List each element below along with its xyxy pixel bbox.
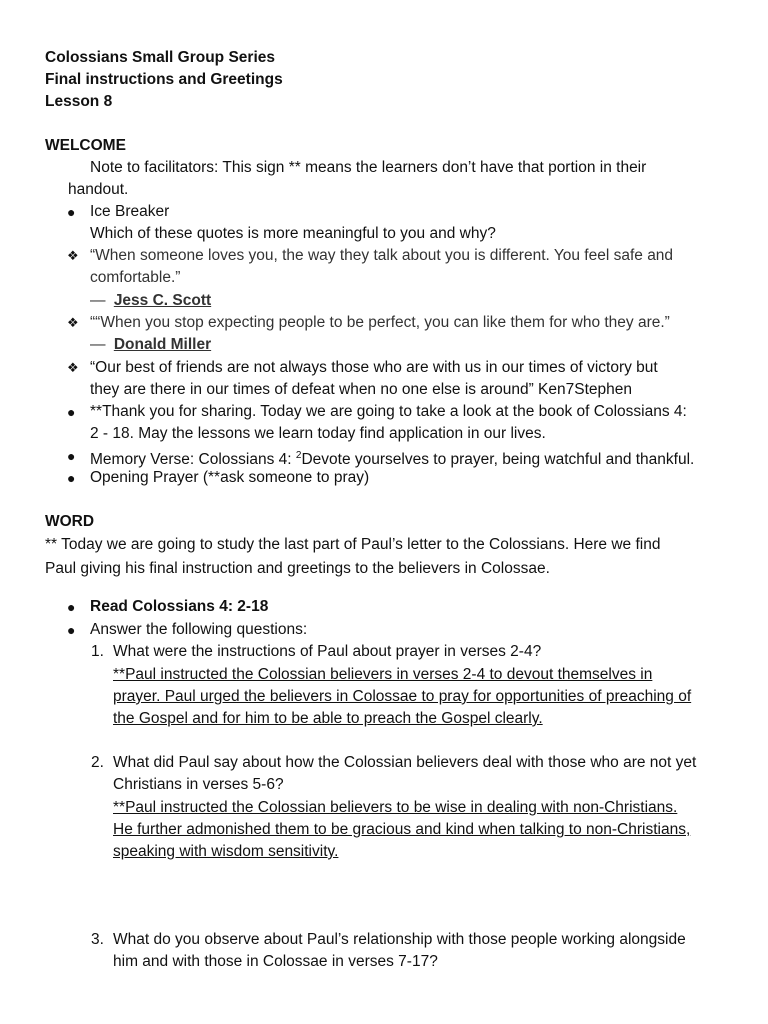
answer-2: **Paul instructed the Colossian believers to be wise in dealing with non-Christians. <box>113 799 678 816</box>
quote-1-author: Jess C. Scott <box>113 292 212 309</box>
series-title: Colossians Small Group Series <box>45 49 275 66</box>
verse-number: 2 <box>295 450 302 461</box>
bullet-icon: ● <box>67 599 76 615</box>
icebreaker-label: Ice Breaker <box>90 203 170 220</box>
quote-2: ““When you stop expecting people to be perfect, you can like them for who they are.” <box>90 314 670 331</box>
question-2: What did Paul say about how the Colossian believers deal with those who are not yet <box>113 754 697 771</box>
bullet-icon: ● <box>67 622 76 638</box>
memory-verse-ref: Memory Verse: Colossians 4: <box>90 451 296 469</box>
word-intro: ** Today we are going to study the last part of Paul’s letter to the Colossians. Here we find <box>45 536 661 553</box>
em-dash: ― <box>90 292 106 309</box>
quote-2-author: Donald Miller <box>113 336 212 353</box>
answer-1: **Paul instructed the Colossian believers in verses 2-4 to devout themselves in <box>113 666 653 683</box>
answer-2-cont: speaking with wisdom sensitivity. <box>113 843 339 860</box>
quote-3-cont: they are there in our times of defeat when no one else is around” Ken7Stephen <box>90 381 632 398</box>
quote-1: “When someone loves you, the way they talk about you is different. You feel safe and <box>90 247 674 264</box>
facilitator-note: Note to facilitators: This sign ** means the learners don’t have that portion in their <box>90 159 647 176</box>
facilitator-note-cont: handout. <box>68 181 129 198</box>
word-heading: WORD <box>45 513 95 530</box>
lesson-number: Lesson 8 <box>45 93 113 110</box>
question-number: 3. <box>91 931 104 948</box>
memory-verse-text: Devote yourselves to prayer, being watchful and thankful. <box>301 451 695 469</box>
opening-prayer: Opening Prayer (**ask someone to pray) <box>90 469 370 486</box>
diamond-bullet-icon: ❖ <box>67 315 79 330</box>
answer-instruction: Answer the following questions: <box>90 621 308 638</box>
thanks-text-cont: 2 - 18. May the lessons we learn today find application in our lives. <box>90 425 546 442</box>
question-1: What were the instructions of Paul about prayer in verses 2-4? <box>113 643 542 660</box>
bullet-icon: ● <box>67 448 76 464</box>
memory-verse <box>90 446 694 470</box>
welcome-heading: WELCOME <box>45 137 126 154</box>
quote-1-cont: comfortable.” <box>90 269 181 286</box>
thanks-text: **Thank you for sharing. Today we are going to take a look at the book of Colossians 4: <box>90 403 687 420</box>
bullet-icon: ● <box>67 204 76 220</box>
question-3: What do you observe about Paul’s relationship with those people working alongside <box>113 931 686 948</box>
em-dash: ― <box>90 336 106 353</box>
lesson-title: Final instructions and Greetings <box>45 71 283 88</box>
word-intro-cont: Paul giving his final instruction and greetings to the believers in Colossae. <box>45 560 550 577</box>
answer-1-cont: prayer. Paul urged the believers in Colossae to pray for opportunities of preaching of <box>113 688 692 705</box>
answer-1-cont: the Gospel and for him to be able to preach the Gospel clearly. <box>113 710 543 727</box>
question-3-cont: him and with those in Colossae in verses 7-17? <box>113 953 438 970</box>
bullet-icon: ● <box>67 470 76 486</box>
quote-1-attribution <box>90 291 211 311</box>
diamond-bullet-icon: ❖ <box>67 360 79 375</box>
bullet-icon: ● <box>67 404 76 420</box>
question-number: 2. <box>91 754 104 771</box>
icebreaker-prompt: Which of these quotes is more meaningful to you and why? <box>90 225 496 242</box>
question-2-cont: Christians in verses 5-6? <box>113 776 284 793</box>
quote-2-attribution <box>90 335 211 355</box>
read-passage: Read Colossians 4: 2-18 <box>90 598 269 615</box>
question-number: 1. <box>91 643 104 660</box>
answer-2-cont: He further admonished them to be gracious and kind when talking to non-Christians, <box>113 821 691 838</box>
diamond-bullet-icon: ❖ <box>67 248 79 263</box>
quote-3: “Our best of friends are not always those who are with us in our times of victory but <box>90 359 658 376</box>
